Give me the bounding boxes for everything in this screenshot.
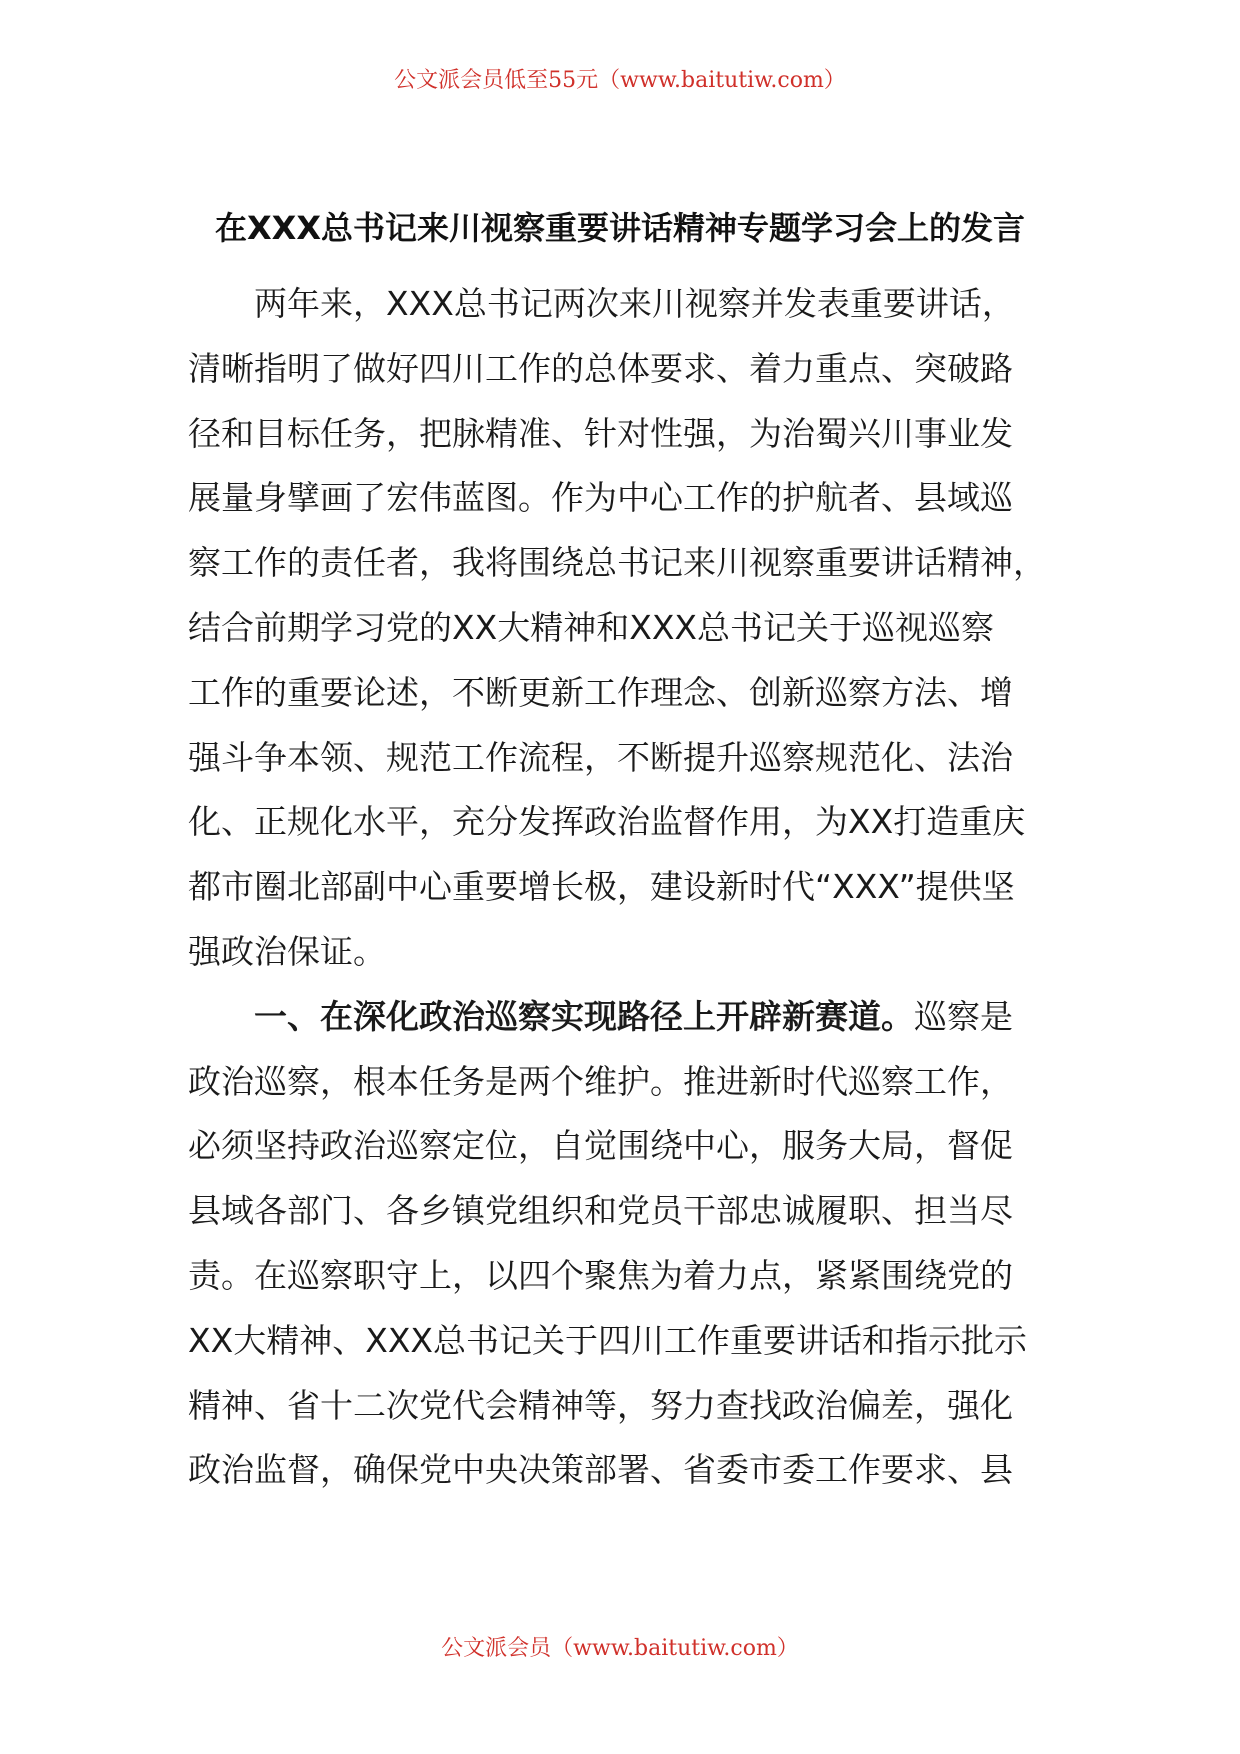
footer-watermark: 公文派会员（www.baitutiw.com） — [441, 1636, 799, 1661]
document-title: 在XXX总书记来川视察重要讲话精神专题学习会上的发言 — [214, 209, 1026, 247]
paragraph-line: 两年来，XXX总书记两次来川视察并发表重要讲话， — [254, 284, 1015, 323]
document-body — [188, 272, 1068, 1503]
paragraph-line: 展量身擘画了宏伟蓝图。作为中心工作的护航者、县域巡 — [188, 478, 1013, 518]
paragraph-line: 强斗争本领、规范工作流程，不断提升巡察规范化、法治 — [188, 737, 1013, 777]
paragraph-line: 径和目标任务，把脉精准、针对性强，为治蜀兴川事业发 — [188, 413, 1013, 453]
paragraph-line: 工作的重要论述，不断更新工作理念、创新巡察方法、增 — [188, 672, 1013, 712]
paragraph-line: 强政治保证。 — [188, 931, 386, 971]
paragraph-line-rest: 巡察是 — [914, 996, 1013, 1036]
paragraph-line: 政治监督，确保党中央决策部署、省委市委工作要求、县 — [188, 1450, 1013, 1490]
paragraph-2 — [188, 985, 1068, 1503]
paragraph-line: 结合前期学习党的XX大精神和XXX总书记关于巡视巡察 — [188, 607, 995, 647]
paragraph-line: 责。在巡察职守上，以四个聚焦为着力点，紧紧围绕党的 — [188, 1255, 1013, 1295]
section-heading: 一、在深化政治巡察实现路径上开辟新赛道。 — [254, 996, 914, 1036]
paragraph-line: 精神、省十二次党代会精神等，努力查找政治偏差，强化 — [188, 1385, 1013, 1425]
paragraph-line: 政治巡察，根本任务是两个维护。推进新时代巡察工作， — [188, 1061, 1013, 1101]
paragraph-first-line — [188, 985, 1068, 1050]
paragraph-line: 都市圈北部副中心重要增长极，建设新时代“XXX”提供坚 — [188, 867, 1015, 907]
paragraph-line: 察工作的责任者，我将围绕总书记来川视察重要讲话精神， — [188, 543, 1046, 583]
paragraph-line: 清晰指明了做好四川工作的总体要求、着力重点、突破路 — [188, 348, 1013, 388]
paragraph-line: 县域各部门、各乡镇党组织和党员干部忠诚履职、担当尽 — [188, 1191, 1013, 1231]
paragraph-1 — [188, 272, 1068, 985]
header-watermark: 公文派会员低至55元（www.baitutiw.com） — [394, 68, 846, 93]
paragraph-line: XX大精神、XXX总书记关于四川工作重要讲话和指示批示 — [188, 1320, 1028, 1360]
paragraph-line: 化、正规化水平，充分发挥政治监督作用，为XX打造重庆 — [188, 802, 1026, 842]
paragraph-line: 必须坚持政治巡察定位，自觉围绕中心，服务大局，督促 — [188, 1126, 1013, 1166]
